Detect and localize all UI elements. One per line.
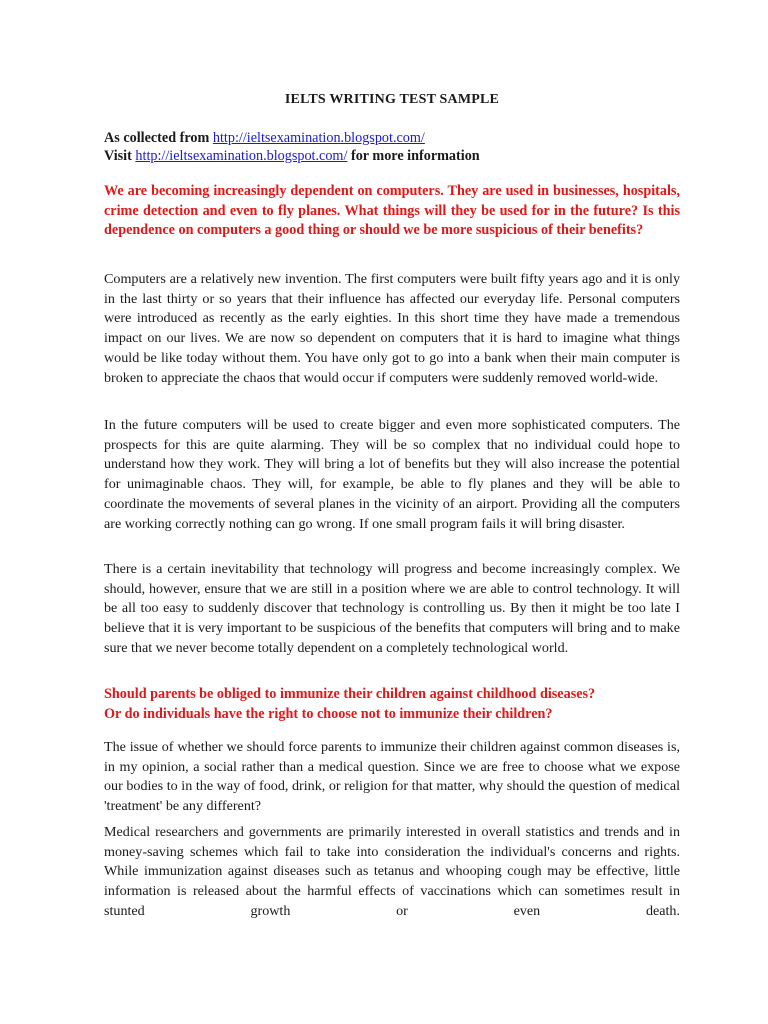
question-immunization-line-1: Should parents be obliged to immunize their children against childhood diseases? (104, 686, 596, 702)
collected-link[interactable]: http://ieltsexamination.blogspot.com/ (212, 130, 425, 146)
question-immunization-line-2: Or do individuals have the right to choose not to immunize their children? (104, 705, 553, 722)
source-block (104, 129, 680, 165)
essay-1-paragraph-1: Computers are a relatively new invention. The first computers were built fifty years ago and it is only in the last thirty or so years that their influence has affected our everyday life. Personal computers were introduced as recently as the early eighties. In this short time they have made a tremendous impact on our lives. We are now so dependent on computers that it is hard to imagine what things would be like today without them. You have only got to go into a bank when their main computer is broken to appreciate the chaos that would occur if computers were suddenly removed world-wide. (104, 271, 680, 386)
document-title: IELTS WRITING TEST SAMPLE (284, 92, 500, 107)
visit-prefix: Visit (104, 148, 136, 164)
visit-line (104, 147, 680, 165)
essay-1-paragraph-3: There is a certain inevitability that technology will progress and become increasingly complex. We should, however, ensure that we are still in a position where we are able to control technology. It will be all too easy to suddenly discover that technology is controlling us. By then it might be too late I believe that it is very important to be suspicious of the benefits that computers will bring and to make sure that we never become totally dependent on a completely technological world. (104, 561, 680, 656)
visit-suffix: for more information (347, 148, 480, 164)
collected-prefix: As collected from (104, 130, 213, 146)
collected-line (104, 129, 680, 147)
question-computers: We are becoming increasingly dependent on computers. They are used in businesses, hospitals, crime detection and even to fly planes. What things will they be used for in the future? Is this dependence on computers a good thing or should we be more suspicious of their benefits? (104, 183, 680, 239)
essay-1-paragraph-2: In the future computers will be used to create bigger and even more sophisticated computers. The prospects for this are quite alarming. They will be so complex that no individual could hope to understand how they work. They will bring a lot of benefits but they will also increase the potential for unimaginable chaos. They will, for example, be able to fly planes and they will be able to coordinate the movements of several planes in the vicinity of an airport. Providing all the computers are working correctly nothing can go wrong. If one small program fails it will bring disaster. (104, 417, 680, 532)
essay-2-paragraph-1: The issue of whether we should force parents to immunize their children against common diseases is, in my opinion, a social rather than a medical question. Since we are free to choose what we expose our bodies to in the way of food, drink, or religion for that matter, why should the question of medical 'treatment' be any different? (104, 739, 680, 815)
essay-2-paragraph-2: Medical researchers and governments are primarily interested in overall statistics and trends and in money-saving schemes which fail to take into consideration the individual's concerns and rights. While immunization against diseases such as tetanus and whooping cough may be effective, little information is released about the harmful effects of vaccinations which can sometimes result in stunted growth or even death. (104, 824, 680, 919)
visit-link[interactable]: http://ieltsexamination.blogspot.com/ (135, 148, 348, 164)
question-immunization (104, 685, 680, 724)
